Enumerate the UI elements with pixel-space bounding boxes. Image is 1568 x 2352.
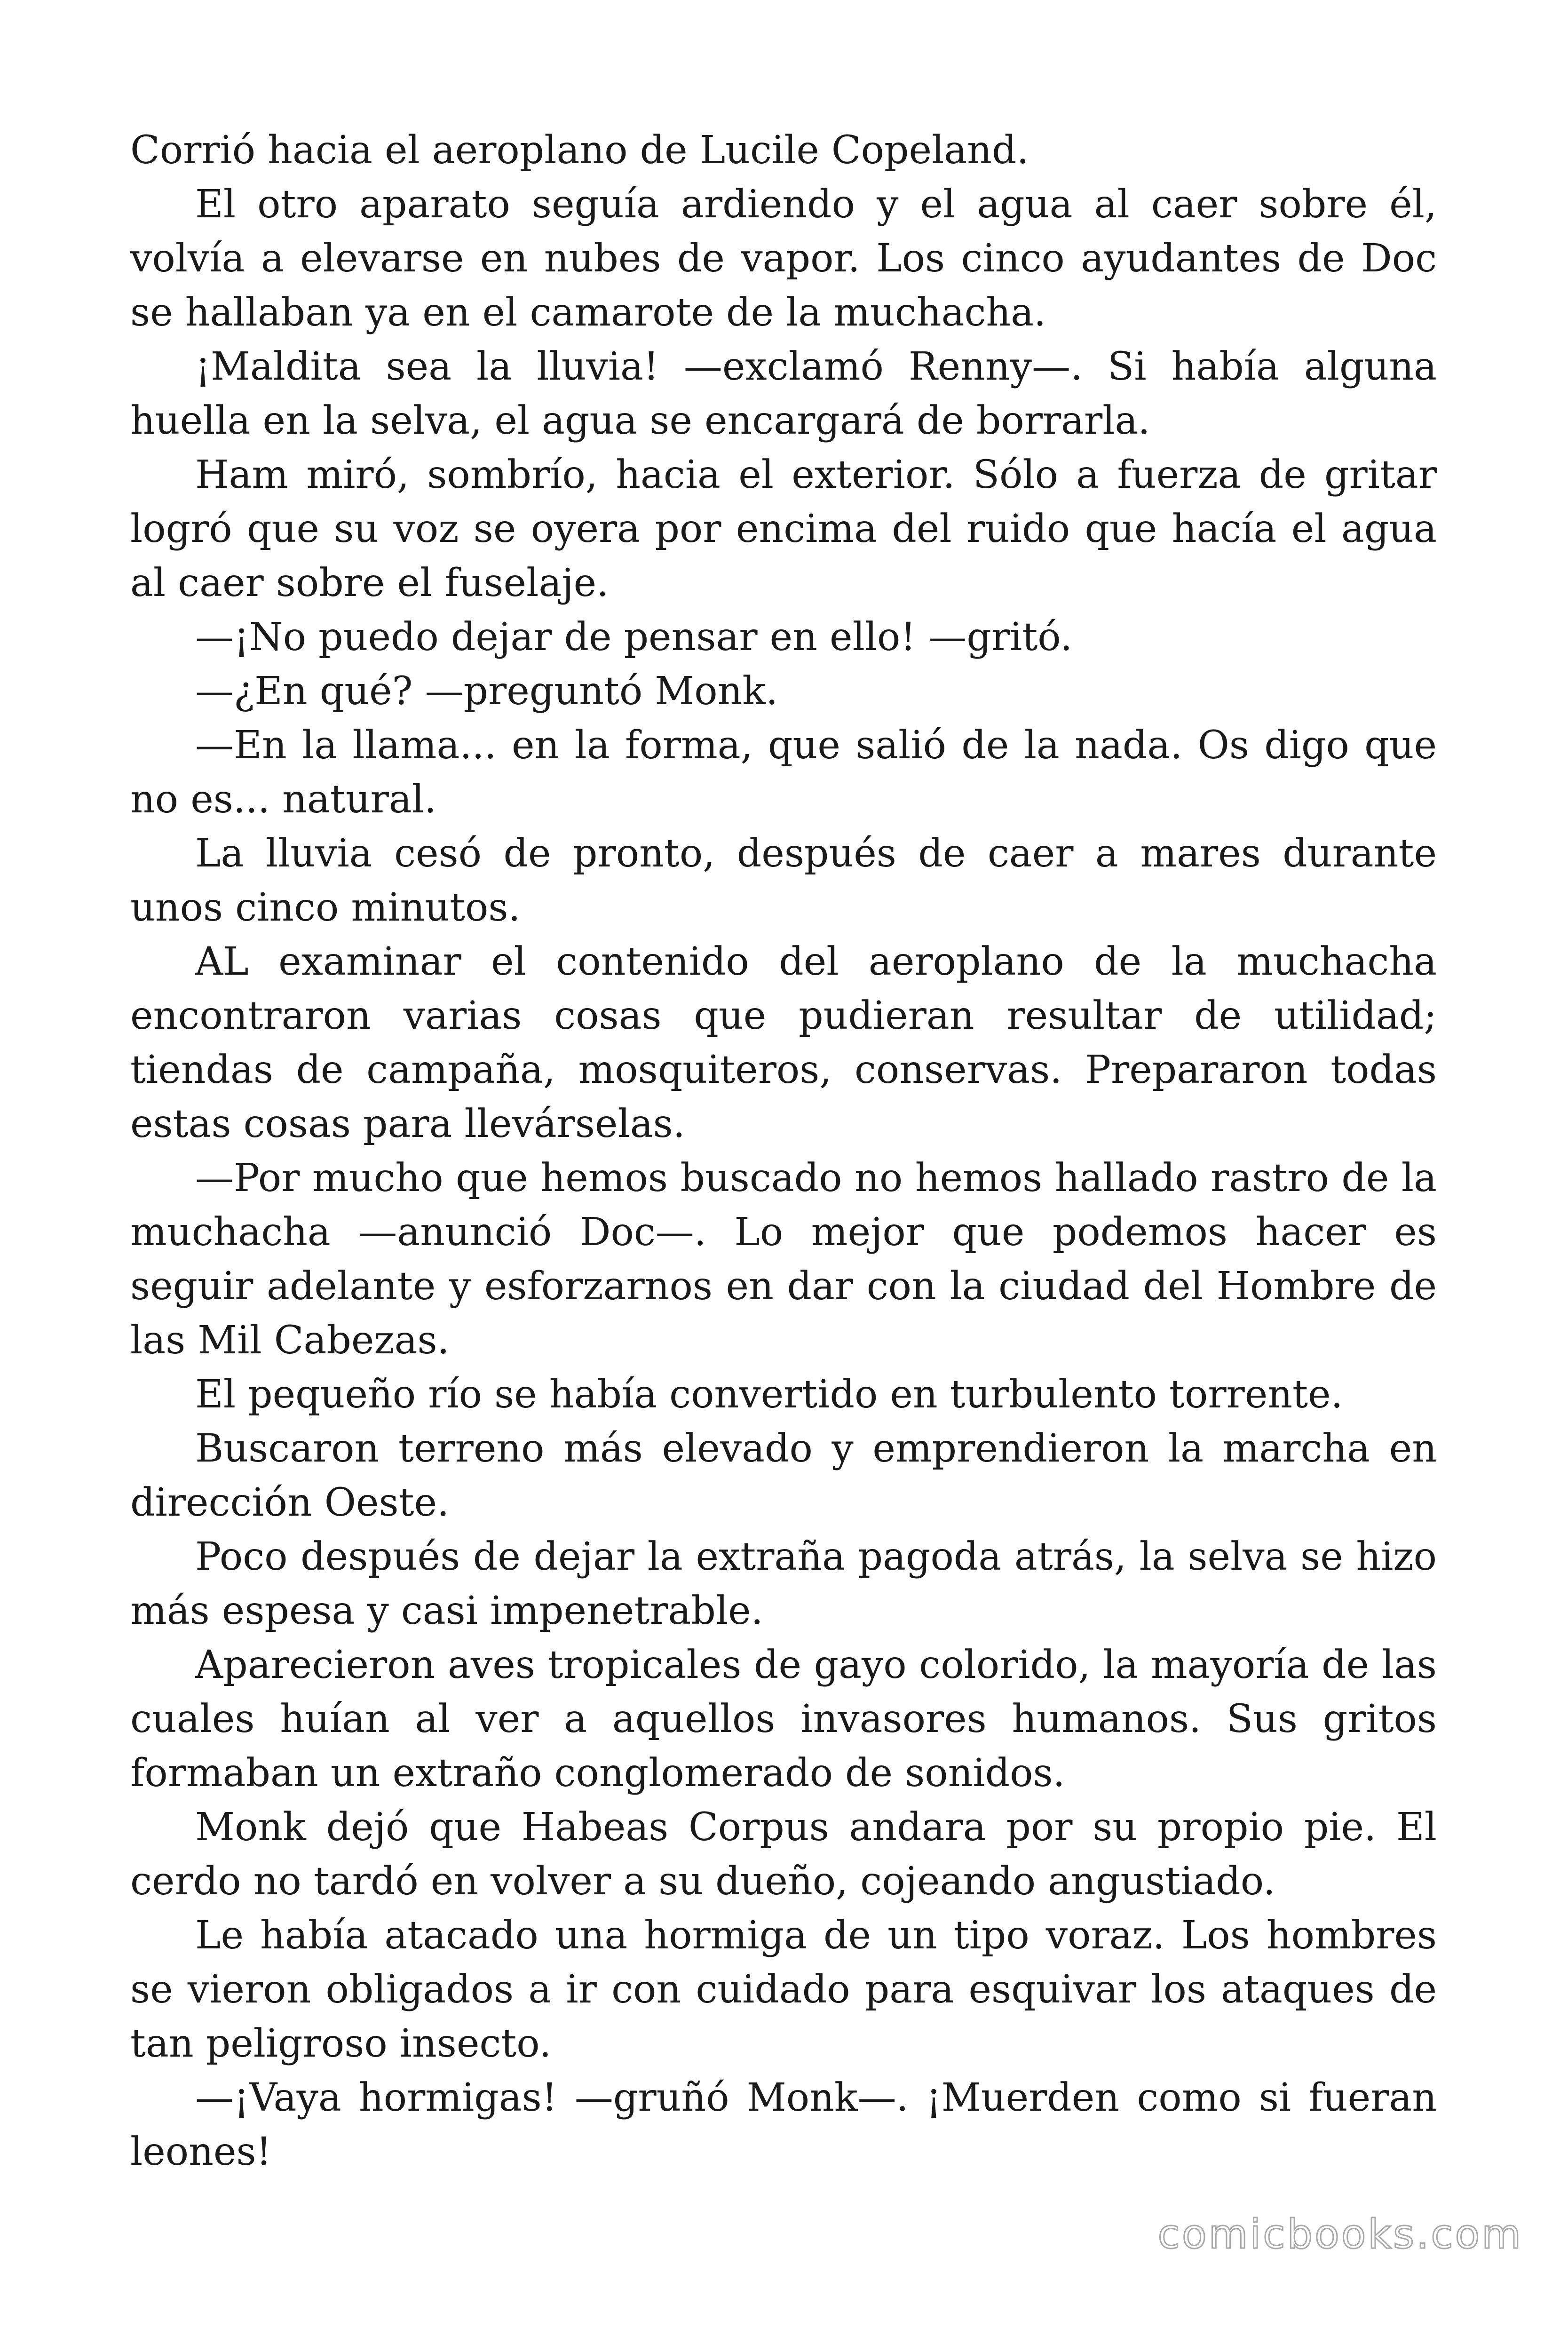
- paragraph: —Por mucho que hemos buscado no hemos hallado rastro de la muchacha —anunció Doc—. Lo mejor que podemos hacer es seguir adelante y esforzarnos en dar con la ciudad del Hombre de las Mil Cabezas.: [130, 1156, 1437, 1363]
- watermark: comicbooks.com: [1157, 2211, 1523, 2258]
- paragraph: El pequeño río se había convertido en turbulento torrente.: [195, 1372, 1343, 1417]
- paragraph: AL examinar el contenido del aeroplano de la muchacha encontraron varias cosas que pudieran resultar de utilidad; tiendas de campaña, mosquiteros, conservas. Prepararon todas estas cosas para llevárselas.: [130, 939, 1437, 1146]
- paragraph: Buscaron terreno más elevado y emprendieron la marcha en dirección Oeste.: [130, 1426, 1437, 1525]
- paragraph: Aparecieron aves tropicales de gayo colorido, la mayoría de las cuales huían al ver a aquellos invasores humanos. Sus gritos formaban un extraño conglomerado de sonidos.: [130, 1643, 1437, 1796]
- paragraph: El otro aparato seguía ardiendo y el agua al caer sobre él, volvía a elevarse en nubes de vapor. Los cinco ayudantes de Doc se hallaban ya en el camarote de la muchacha.: [130, 182, 1437, 335]
- paragraph: Le había atacado una hormiga de un tipo voraz. Los hombres se vieron obligados a ir con cuidado para esquivar los ataques de tan peligroso insecto.: [130, 1913, 1437, 2066]
- paragraph: Poco después de dejar la extraña pagoda atrás, la selva se hizo más espesa y casi impenetrable.: [130, 1534, 1437, 1633]
- paragraph: —¡Vaya hormigas! —gruñó Monk—. ¡Muerden como si fueran leones!: [130, 2075, 1437, 2174]
- paragraph: —¡No puedo dejar de pensar en ello! —gritó.: [195, 615, 1073, 660]
- paragraph: Corrió hacia el aeroplano de Lucile Copeland.: [130, 128, 1029, 173]
- paragraph: ¡Maldita sea la lluvia! —exclamó Renny—. Si había alguna huella en la selva, el agua se encargará de borrarla.: [130, 344, 1437, 443]
- paragraph: —En la llama... en la forma, que salió de la nada. Os digo que no es... natural.: [130, 723, 1437, 822]
- body-text: [130, 123, 1437, 2179]
- paragraph: La lluvia cesó de pronto, después de caer a mares durante unos cinco minutos.: [130, 831, 1437, 930]
- paragraph: Ham miró, sombrío, hacia el exterior. Sólo a fuerza de gritar logró que su voz se oyera por encima del ruido que hacía el agua al caer sobre el fuselaje.: [130, 453, 1437, 605]
- paragraph: Monk dejó que Habeas Corpus andara por su propio pie. El cerdo no tardó en volver a su dueño, cojeando angustiado.: [130, 1805, 1437, 1904]
- paragraph: —¿En qué? —preguntó Monk.: [195, 669, 778, 714]
